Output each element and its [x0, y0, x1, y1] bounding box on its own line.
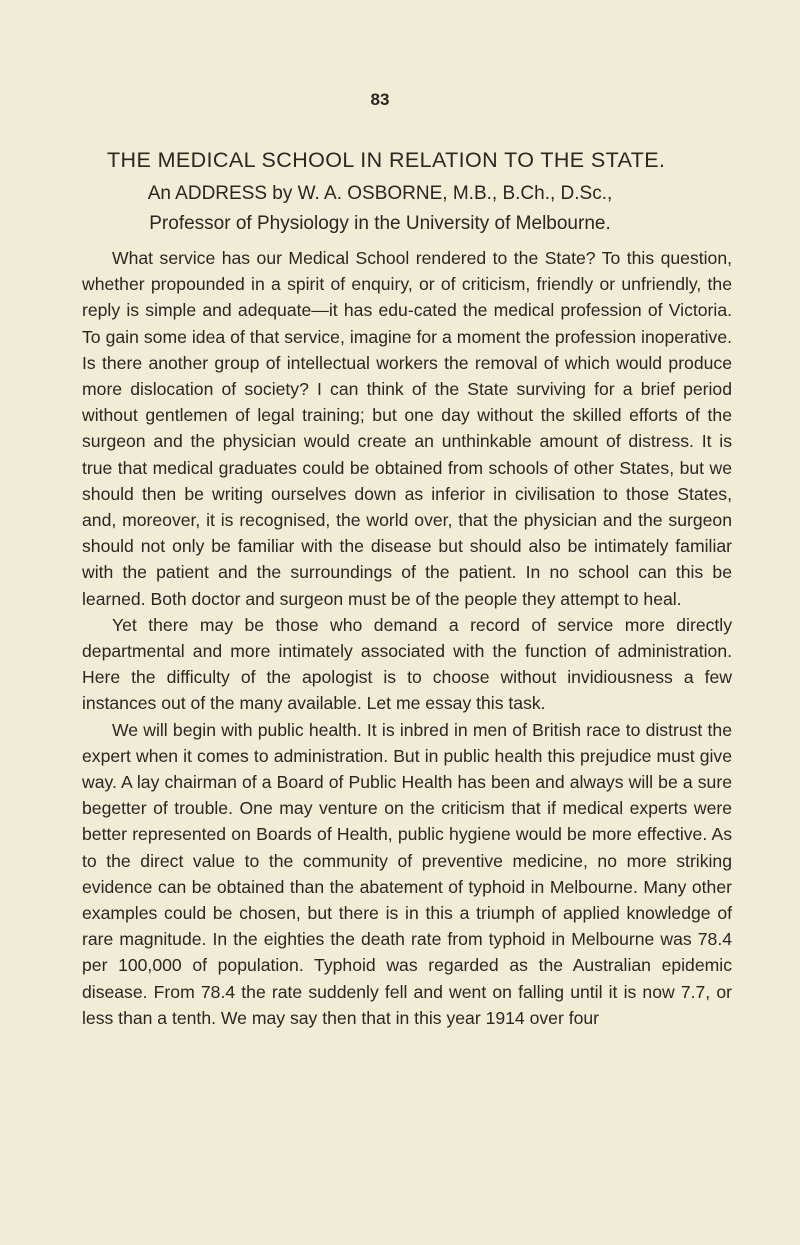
page-title: THE MEDICAL SCHOOL IN RELATION TO THE STATE. [107, 148, 666, 172]
paragraph-3: We will begin with public health. It is inbred in men of British race to distrust the expert when it comes to administration. But in public health this prejudice must give way. A lay chairman of a Board of Public Health has been and always will be a sure begetter of trouble. One may venture on the criticism that if medical experts were better represented on Boards of Health, public hygiene would be more effective. As to the direct value to the community of preventive medicine, no more striking evidence can be obtained than the abatement of typhoid in Melbourne. Many other examples could be chosen, but there is in this a triumph of applied knowledge of rare magnitude. In the eighties the death rate from typhoid in Melbourne was 78.4 per 100,000 of population. Typhoid was regarded as the Australian epidemic disease. From 78.4 the rate suddenly fell and went on falling until it is now 7.7, or less than a tenth. We may say then that in this year 1914 over four [82, 719, 732, 1028]
paragraph-1: What service has our Medical School rendered to the State? To this question, whether propounded in a spirit of enquiry, or of criticism, friendly or unfriendly, the reply is simple and adequate—it has edu-cated the medical profession of Victoria. To gain some idea of that service, imagine for a moment the profession inoperative. Is there another group of intellectual workers the removal of which would produce more dislocation of society? I can think of the State surviving for a brief period without gentlemen of legal training; but one day without the skilled efforts of the surgeon and the physician would create an unthinkable amount of distress. It is true that medical graduates could be obtained from schools of other States, but we should then be writing ourselves down as inferior in civilisation to those States, and, moreover, it is recognised, the world over, that the physician and the surgeon should not only be familiar with the disease but should also be intimately familiar with the patient and the surroundings of the patient. In no school can this be learned. Both doctor and surgeon must be of the people they attempt to heal. [82, 248, 732, 609]
byline-affiliation: Professor of Physiology in the University of Melbourne. [149, 213, 611, 234]
byline-address: An ADDRESS by W. A. OSBORNE, M.B., B.Ch., D.Sc., [147, 183, 613, 204]
page-number: 83 [370, 90, 390, 109]
body-text [82, 245, 732, 1031]
paragraph-2: Yet there may be those who demand a record of service more directly departmental and more intimately associated with the function of administration. Here the difficulty of the apologist is to choose without invidiousness a few instances out of the many available. Let me essay this task. [82, 614, 732, 714]
